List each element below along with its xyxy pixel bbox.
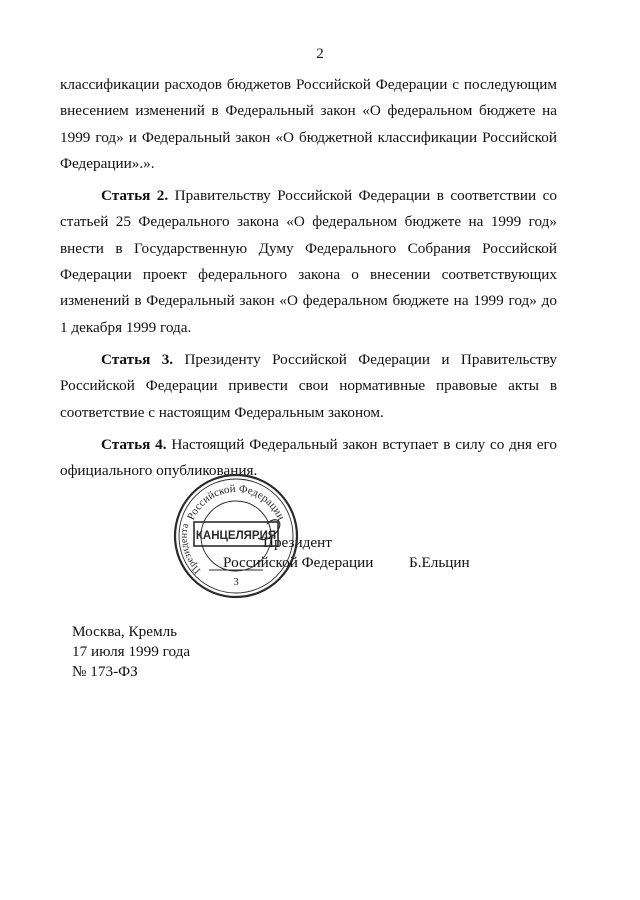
signatory-name: Б.Ельцин xyxy=(409,554,470,571)
seal-icon xyxy=(172,472,300,600)
article-3 xyxy=(60,347,557,426)
signatory-title-line-1: Президент xyxy=(263,534,332,551)
article-3-heading: Статья 3. xyxy=(101,350,174,368)
seal-left-text: Президента xyxy=(178,522,204,576)
article-4-body: Настоящий Федеральный закон вступает в силу со дня его официального опубликования. xyxy=(60,435,557,480)
page-number: 2 xyxy=(316,46,324,62)
paragraph-continuation: классификации расходов бюджетов Российской Федерации с последующим внесением изменений в Федеральный закон «О федеральном бюджете на 1999 год» и Федеральный закон «О бюджетной классификации Российской Федерации».». xyxy=(60,76,557,172)
seal-center-text: КАНЦЕЛЯРИЯ xyxy=(195,530,277,542)
signature-block xyxy=(0,533,640,593)
place-and-date xyxy=(72,622,190,682)
document-body xyxy=(60,72,557,490)
seal-arc-text: Российской Федерации xyxy=(185,482,287,523)
signatory-title-line-2: Российской Федерации xyxy=(223,554,374,571)
article-2-body: Правительству Российской Федерации в соответствии со статьей 25 Федерального закона «О федеральном бюджете на 1999 год» внести в Государственную Думу Федерального Собрания Российской Федерации проект федерального закона о внесении соответствующих изменений в Федеральный закон «О федеральном бюджете на 1999 год» до 1 декабря 1999 года. xyxy=(60,187,557,336)
article-3-body: Президенту Российской Федерации и Правительству Российской Федерации привести свои нормативные правовые акты в соответствие с настоящим Федеральным законом. xyxy=(60,350,557,421)
article-2 xyxy=(60,183,557,341)
article-4-heading: Статья 4. xyxy=(101,435,167,453)
article-4 xyxy=(60,432,557,485)
signing-date: 17 июля 1999 года xyxy=(72,643,191,660)
article-2-heading: Статья 2. xyxy=(101,187,169,205)
svg-text:Российской Федерации xyxy=(185,483,287,522)
signing-place: Москва, Кремль xyxy=(72,623,178,640)
law-number: № 173-ФЗ xyxy=(72,663,138,680)
official-seal xyxy=(172,472,300,600)
seal-number: 3 xyxy=(233,576,239,588)
